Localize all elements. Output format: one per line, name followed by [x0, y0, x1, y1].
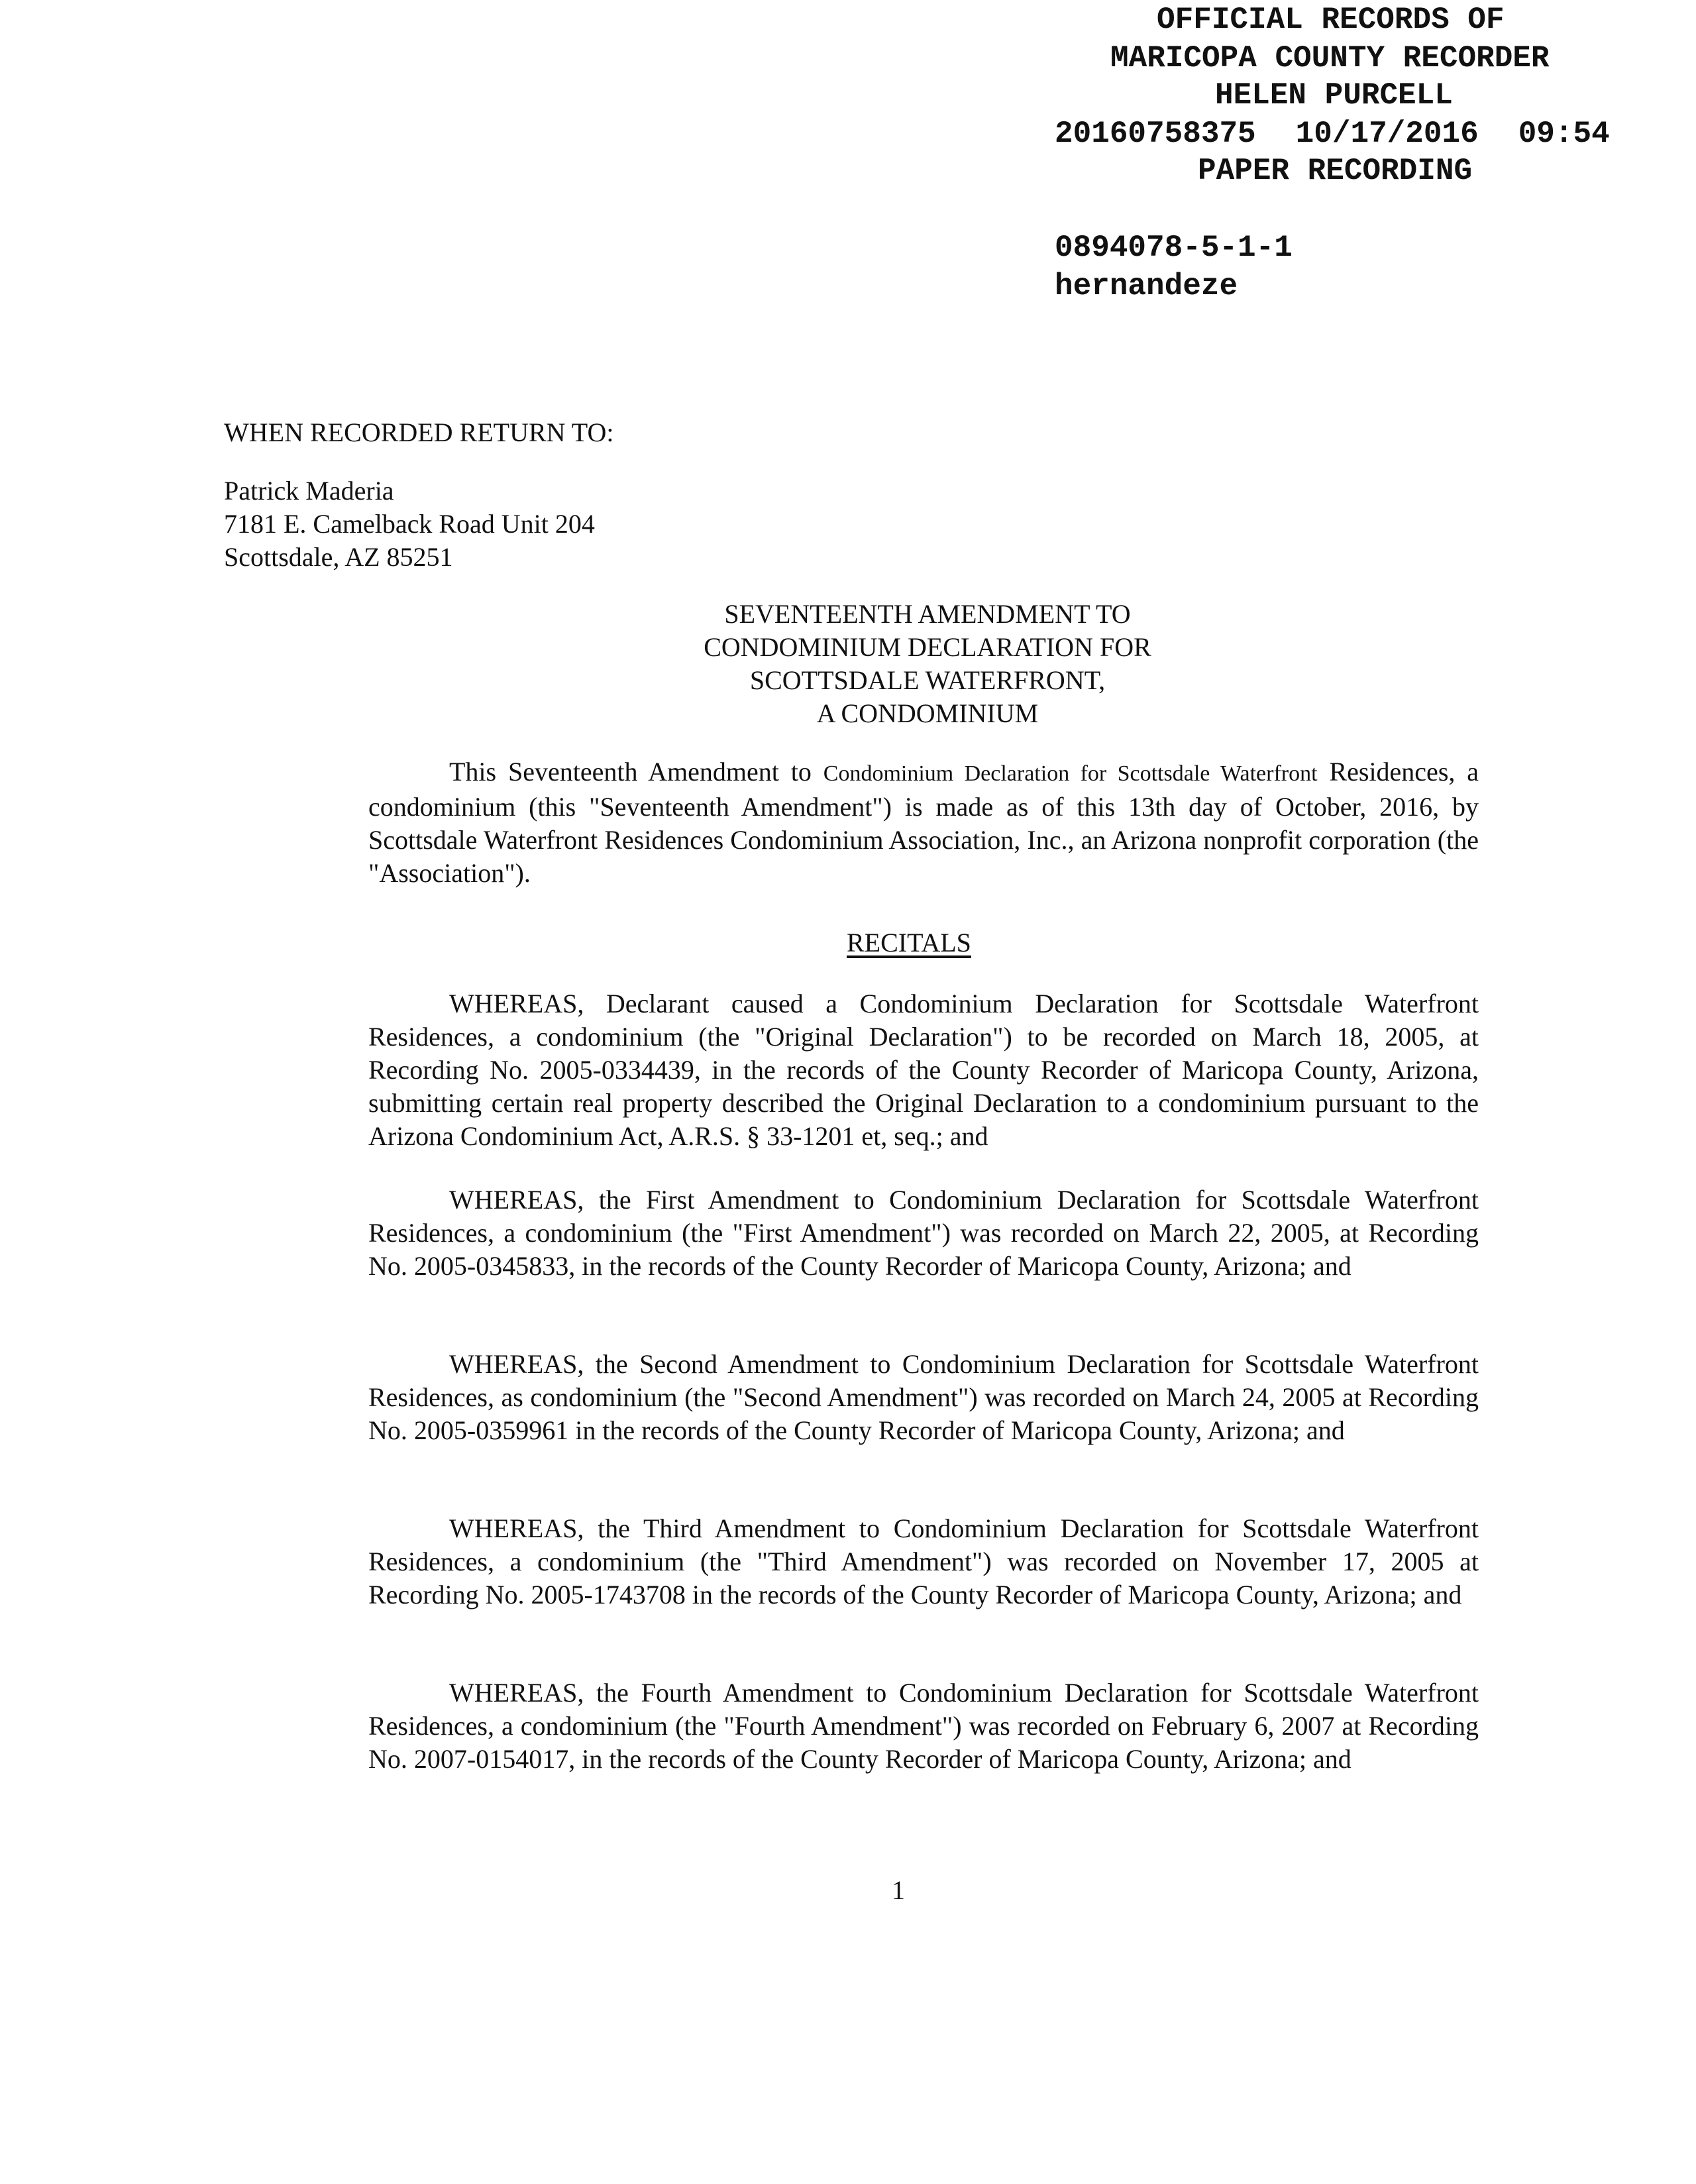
recital-paragraph: WHEREAS, the Second Amendment to Condominium Declaration for Scottsdale Waterfront Residences, as condominium (the "Second Amendment") was recorded on March 24, 2005 at Recording No. 2005-0359961 in the records of the County Recorder of Maricopa County, Arizona; and	[368, 1349, 1479, 1445]
stamp-line-official-records: OFFICIAL RECORDS OF	[1157, 3, 1505, 37]
title-line-1: SEVENTEENTH AMENDMENT TO	[724, 599, 1131, 629]
return-to-heading: WHEN RECORDED RETURN TO:	[224, 417, 614, 447]
page-number: 1	[892, 1875, 905, 1905]
title-line-2: CONDOMINIUM DECLARATION FOR	[704, 632, 1151, 662]
stamp-recording-number: 20160758375	[1055, 117, 1256, 151]
recital-paragraph: WHEREAS, the Third Amendment to Condominium Declaration for Scottsdale Waterfront Residences, a condominium (the "Third Amendment") was recorded on November 17, 2005 at Recording No. 2005-1743708 in the records of the County Recorder of Maricopa County, Arizona; and	[368, 1513, 1479, 1610]
stamp-clerk: hernandeze	[1055, 269, 1238, 303]
recital-paragraph: WHEREAS, Declarant caused a Condominium Declaration for Scottsdale Waterfront Residences, a condominium (the "Original Declaration") to be recorded on March 18, 2005, at Recording No. 2005-0334439, in the records of the County Recorder of Maricopa County, Arizona, submitting certain real property described the Original Declaration to a condominium pursuant to the Arizona Condominium Act, A.R.S. § 33-1201 et, seq.; and	[368, 989, 1479, 1151]
stamp-recording-time: 09:54	[1518, 117, 1610, 151]
return-name: Patrick Maderia	[224, 476, 394, 506]
title-line-4: A CONDOMINIUM	[816, 698, 1039, 728]
return-street: 7181 E. Camelback Road Unit 204	[224, 509, 595, 539]
stamp-line-paper-recording: PAPER RECORDING	[1198, 154, 1473, 188]
intro-lead-small: Condominium Declaration for Scottsdale Waterfront	[823, 761, 1318, 786]
stamp-document-code: 0894078-5-1-1	[1055, 231, 1293, 265]
recital-paragraph: WHEREAS, the First Amendment to Condominium Declaration for Scottsdale Waterfront Residences, a condominium (the "First Amendment") was recorded on March 22, 2005, at Recording No. 2005-0345833, in the records of the County Recorder of Maricopa County, Arizona; and	[368, 1185, 1479, 1281]
stamp-line-recording-info	[1055, 115, 1610, 152]
intro-lead: This Seventeenth Amendment to	[449, 757, 812, 787]
return-address	[224, 474, 614, 574]
recitals-heading: RECITALS	[847, 928, 971, 957]
stamp-line-recorder-name: HELEN PURCELL	[1215, 78, 1453, 113]
intro-paragraph	[368, 755, 1479, 890]
title-line-3: SCOTTSDALE WATERFRONT,	[749, 665, 1106, 695]
stamp-line-county-recorder: MARICOPA COUNTY RECORDER	[1110, 41, 1550, 76]
stamp-recording-date: 10/17/2016	[1295, 117, 1479, 151]
recital-paragraph: WHEREAS, the Fourth Amendment to Condominium Declaration for Scottsdale Waterfront Residences, a condominium (the "Fourth Amendment") was recorded on February 6, 2007 at Recording No. 2007-0154017, in the records of the County Recorder of Maricopa County, Arizona; and	[368, 1678, 1479, 1774]
return-city-state-zip: Scottsdale, AZ 85251	[224, 542, 453, 572]
return-to-block	[224, 416, 614, 574]
recorder-stamp	[0, 0, 1610, 334]
intro-rest: Residences, a condominium (this "Seventeenth Amendment") is made as of this 13th day of October, 2016, by Scottsdale Waterfront Residences Condominium Association, Inc., an Arizona nonprofit corporation (the "Association").	[368, 757, 1479, 888]
